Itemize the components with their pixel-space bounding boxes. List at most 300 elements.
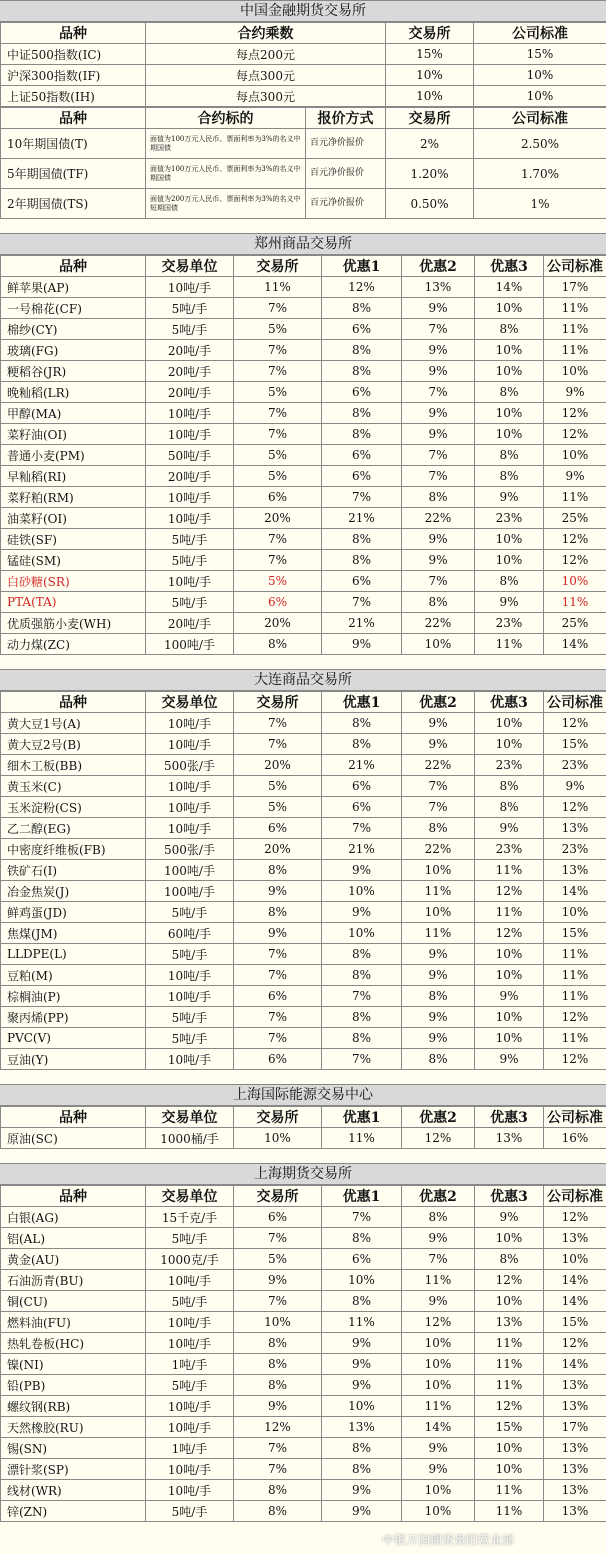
table-cell: 10吨/手 [146,571,234,592]
product-name: 5年期国债(TF) [1,159,146,189]
table-cell: 12% [544,713,606,734]
table-cell: 5吨/手 [146,1028,234,1049]
table-row [1,613,606,634]
table-row [1,797,606,818]
shfe-table [0,1185,606,1522]
section-gap [0,1070,606,1084]
product-name: 热轧卷板(HC) [1,1333,146,1354]
table-cell: 10% [402,902,475,923]
table-cell: 10% [475,298,544,319]
table-cell: 10% [474,86,606,107]
table-cell: 20% [234,613,322,634]
product-name: 中密度纤维板(FB) [1,839,146,860]
table-cell: 8% [234,902,322,923]
table-cell: 10% [322,923,402,944]
product-name: 棉纱(CY) [1,319,146,340]
table-cell: 8% [234,1333,322,1354]
table-cell: 10% [402,860,475,881]
table-cell: 12% [544,1333,606,1354]
product-name: 动力煤(ZC) [1,634,146,655]
table-cell: 10% [475,1291,544,1312]
product-name: 锌(ZN) [1,1501,146,1522]
table-cell: 5吨/手 [146,1501,234,1522]
header-cell: 交易单位 [146,256,234,277]
table-cell: 10% [402,1501,475,1522]
table-cell: 9% [234,1270,322,1291]
table-cell: 15% [544,734,606,755]
table-cell: 8% [475,571,544,592]
table-cell: 8% [475,776,544,797]
table-cell: 23% [475,755,544,776]
table-cell: 7% [402,776,475,797]
product-name: 鲜鸡蛋(JD) [1,902,146,923]
product-name: PTA(TA) [1,592,146,613]
table-cell: 23% [475,839,544,860]
table-row [1,944,606,965]
table-row [1,298,606,319]
table-cell: 10% [322,1396,402,1417]
table-cell: 13% [544,1396,606,1417]
table-cell: 9% [234,881,322,902]
table-cell: 5吨/手 [146,1375,234,1396]
table-cell: 13% [544,1438,606,1459]
header-cell: 品种 [1,23,146,44]
table-cell: 5吨/手 [146,1007,234,1028]
table-cell: 7% [234,403,322,424]
table-row [1,860,606,881]
table-cell: 15% [474,44,606,65]
ine-table [0,1106,606,1149]
table-row [1,1375,606,1396]
table-cell: 12% [544,1049,606,1070]
table-cell: 10% [475,734,544,755]
table-cell: 5吨/手 [146,298,234,319]
table-cell: 7% [234,550,322,571]
header-cell: 公司标准 [544,256,606,277]
product-name: 白砂糖(SR) [1,571,146,592]
table-row [1,1501,606,1522]
product-name: 螺纹钢(RB) [1,1396,146,1417]
table-cell: 10% [475,424,544,445]
table-cell: 6% [322,319,402,340]
table-cell: 7% [234,529,322,550]
table-cell: 11% [402,1396,475,1417]
table-row [1,550,606,571]
table-cell: 6% [322,445,402,466]
table-cell: 21% [322,613,402,634]
table-cell: 10% [475,529,544,550]
table-cell: 8% [475,797,544,818]
table-cell: 9% [402,340,475,361]
table-cell: 10% [322,1270,402,1291]
table-cell: 1000桶/手 [146,1128,234,1149]
table-cell: 100吨/手 [146,860,234,881]
table-cell: 12% [544,1207,606,1228]
table-cell: 10% [234,1312,322,1333]
table-cell: 9% [402,361,475,382]
product-name: 玻璃(FG) [1,340,146,361]
table-cell: 10% [475,1228,544,1249]
table-cell: 12% [475,1270,544,1291]
table-cell: 9% [475,487,544,508]
table-cell: 8% [475,466,544,487]
table-cell: 23% [544,755,606,776]
table-cell: 8% [322,340,402,361]
table-cell: 22% [402,508,475,529]
table-cell: 12% [402,1312,475,1333]
table-cell: 11% [544,1028,606,1049]
table-cell: 13% [544,1459,606,1480]
table-cell: 12% [234,1417,322,1438]
table-cell: 7% [234,340,322,361]
table-cell: 13% [475,1128,544,1149]
table-cell: 9% [322,1375,402,1396]
table-cell: 9% [402,965,475,986]
table-cell: 10吨/手 [146,1480,234,1501]
header-cell: 合约乘数 [146,23,386,44]
table-cell: 11% [402,1270,475,1291]
table-cell: 9% [234,1396,322,1417]
table-cell: 9% [322,1480,402,1501]
table-cell: 8% [322,298,402,319]
header-cell: 公司标准 [544,692,606,713]
table-cell: 12% [402,1128,475,1149]
table-cell: 9% [402,1228,475,1249]
table-cell: 10吨/手 [146,1333,234,1354]
table-row [1,592,606,613]
product-name: 晚籼稻(LR) [1,382,146,403]
table-cell: 10% [475,944,544,965]
table-cell: 13% [475,1312,544,1333]
section-gap [0,655,606,669]
table-row [1,466,606,487]
table-cell: 13% [544,818,606,839]
table-cell: 百元净价报价 [306,189,386,219]
table-cell: 20吨/手 [146,382,234,403]
product-name: 黄金(AU) [1,1249,146,1270]
table-cell: 10% [475,965,544,986]
table-cell: 5% [234,797,322,818]
header-row [1,692,606,713]
table-cell: 7% [234,298,322,319]
table-row [1,839,606,860]
table-cell: 8% [402,1049,475,1070]
table-cell: 6% [234,1207,322,1228]
table-cell: 10吨/手 [146,1270,234,1291]
table-cell: 5吨/手 [146,550,234,571]
product-name: 漂针浆(SP) [1,1459,146,1480]
table-cell: 8% [322,361,402,382]
table-cell: 10吨/手 [146,818,234,839]
table-row [1,1354,606,1375]
table-cell: 11% [544,319,606,340]
dce-table [0,691,606,1070]
product-name: 粳稻谷(JR) [1,361,146,382]
table-cell: 10% [475,550,544,571]
table-cell: 10% [475,1459,544,1480]
table-cell: 10% [322,881,402,902]
product-name: 聚丙烯(PP) [1,1007,146,1028]
table-cell: 9% [402,1028,475,1049]
table-cell: 10吨/手 [146,508,234,529]
table-cell: 12% [544,797,606,818]
table-cell: 10% [402,1480,475,1501]
table-cell: 7% [402,797,475,818]
table-cell: 15% [386,44,474,65]
table-cell: 6% [322,382,402,403]
header-cell: 交易所 [234,1107,322,1128]
table-cell: 9% [475,1049,544,1070]
table-cell: 500张/手 [146,755,234,776]
table-cell: 12% [322,277,402,298]
table-cell: 17% [544,1417,606,1438]
table-cell: 9% [475,592,544,613]
table-cell: 11% [544,965,606,986]
header-cell: 公司标准 [474,23,606,44]
header-cell: 交易所 [234,692,322,713]
header-cell: 品种 [1,256,146,277]
table-row [1,361,606,382]
table-cell: 7% [234,713,322,734]
table-cell: 21% [322,839,402,860]
table-cell: 9% [544,466,606,487]
table-cell: 10吨/手 [146,277,234,298]
table-cell: 9% [402,529,475,550]
product-name: 一号棉花(CF) [1,298,146,319]
table-cell: 百元净价报价 [306,129,386,159]
table-cell: 13% [402,277,475,298]
table-row [1,965,606,986]
table-cell: 8% [234,1354,322,1375]
table-cell: 11% [322,1128,402,1149]
table-cell: 7% [234,1228,322,1249]
table-row [1,571,606,592]
table-cell: 20% [234,755,322,776]
header-cell: 公司标准 [544,1107,606,1128]
table-cell: 1% [474,189,606,219]
table-row [1,734,606,755]
cffex-table-2 [0,107,606,219]
table-cell: 8% [402,818,475,839]
table-cell: 7% [402,445,475,466]
header-cell: 品种 [1,1186,146,1207]
table-cell: 10% [474,65,606,86]
table-cell: 10吨/手 [146,1312,234,1333]
table-cell: 5% [234,776,322,797]
header-cell: 优惠2 [402,1107,475,1128]
table-cell: 7% [402,1249,475,1270]
table-row [1,1049,606,1070]
table-cell: 9% [322,1354,402,1375]
table-cell: 10% [544,445,606,466]
table-cell: 7% [402,382,475,403]
table-cell: 10吨/手 [146,1396,234,1417]
table-cell: 8% [322,965,402,986]
table-cell: 10% [475,1028,544,1049]
header-cell: 优惠3 [475,256,544,277]
table-cell: 7% [402,319,475,340]
table-cell: 9% [322,634,402,655]
table-cell: 11% [544,487,606,508]
table-cell: 8% [322,550,402,571]
table-row [1,340,606,361]
table-cell: 23% [544,839,606,860]
table-cell: 10吨/手 [146,986,234,1007]
table-cell: 9% [322,1333,402,1354]
table-cell: 1吨/手 [146,1438,234,1459]
product-name: 锰硅(SM) [1,550,146,571]
table-cell: 7% [402,571,475,592]
table-cell: 13% [322,1417,402,1438]
table-row [1,1312,606,1333]
table-cell: 25% [544,613,606,634]
table-cell: 7% [402,466,475,487]
table-row [1,1249,606,1270]
product-name: 2年期国债(TS) [1,189,146,219]
table-row [1,923,606,944]
table-row [1,319,606,340]
table-cell: 13% [544,1480,606,1501]
header-cell: 优惠3 [475,1186,544,1207]
table-row [1,403,606,424]
cffex-title: 中国金融期货交易所 [0,0,606,22]
table-row [1,159,606,189]
table-cell: 7% [322,487,402,508]
table-cell: 9% [402,1459,475,1480]
table-cell: 7% [234,734,322,755]
table-cell: 8% [234,634,322,655]
table-cell: 1000克/手 [146,1249,234,1270]
product-name: 黄玉米(C) [1,776,146,797]
table-cell: 11% [475,1501,544,1522]
header-cell: 优惠2 [402,1186,475,1207]
table-cell: 7% [322,1049,402,1070]
product-name: 玉米淀粉(CS) [1,797,146,818]
table-cell: 8% [322,1228,402,1249]
product-name: 上证50指数(IH) [1,86,146,107]
table-cell: 9% [402,1007,475,1028]
table-cell: 8% [322,734,402,755]
table-cell: 10吨/手 [146,1417,234,1438]
table-cell: 10吨/手 [146,776,234,797]
table-cell: 11% [402,881,475,902]
table-cell: 7% [234,424,322,445]
header-cell: 品种 [1,108,146,129]
header-cell: 交易单位 [146,692,234,713]
table-cell: 9% [402,550,475,571]
table-row [1,445,606,466]
table-row [1,1207,606,1228]
table-cell: 60吨/手 [146,923,234,944]
table-cell: 10吨/手 [146,424,234,445]
table-cell: 每点200元 [146,44,386,65]
cffex-table-1 [0,22,606,107]
header-cell: 品种 [1,692,146,713]
table-cell: 20吨/手 [146,466,234,487]
table-cell: 25% [544,508,606,529]
table-cell: 5% [234,466,322,487]
table-cell: 22% [402,613,475,634]
table-row [1,634,606,655]
product-name: 10年期国债(T) [1,129,146,159]
table-row [1,65,606,86]
table-cell: 21% [322,508,402,529]
table-cell: 8% [402,986,475,1007]
table-cell: 20% [234,508,322,529]
table-cell: 5吨/手 [146,319,234,340]
table-row [1,1128,606,1149]
header-row [1,1107,606,1128]
table-cell: 5% [234,1249,322,1270]
zce-section [0,233,606,655]
product-name: 鲜苹果(AP) [1,277,146,298]
table-row [1,424,606,445]
table-cell: 14% [544,634,606,655]
table-cell: 15千克/手 [146,1207,234,1228]
header-row [1,1186,606,1207]
table-cell: 10% [402,1333,475,1354]
table-cell: 20吨/手 [146,340,234,361]
table-row [1,1480,606,1501]
product-name: 油菜籽(OI) [1,508,146,529]
table-cell: 每点300元 [146,65,386,86]
header-cell: 优惠1 [322,256,402,277]
table-row [1,1459,606,1480]
product-name: 菜籽油(OI) [1,424,146,445]
product-name: 线材(WR) [1,1480,146,1501]
table-cell: 11% [544,986,606,1007]
watermark: 中银万国期货贵阳营业部 [382,1533,515,1547]
table-cell: 6% [234,818,322,839]
product-name: 燃料油(FU) [1,1312,146,1333]
product-name: 白银(AG) [1,1207,146,1228]
table-cell: 5% [234,382,322,403]
table-cell: 8% [322,529,402,550]
table-cell: 9% [402,1438,475,1459]
header-cell: 交易单位 [146,1186,234,1207]
product-name: 菜籽粕(RM) [1,487,146,508]
table-cell: 7% [322,986,402,1007]
table-cell: 10% [475,403,544,424]
table-cell: 2% [386,129,474,159]
table-cell: 9% [402,298,475,319]
table-cell: 10% [544,902,606,923]
table-cell: 9% [475,818,544,839]
product-name: LLDPE(L) [1,944,146,965]
table-row [1,713,606,734]
table-cell: 13% [544,1501,606,1522]
table-cell: 21% [322,755,402,776]
table-cell: 7% [322,818,402,839]
header-cell: 优惠1 [322,1186,402,1207]
header-cell: 品种 [1,1107,146,1128]
table-cell: 5% [234,571,322,592]
table-row [1,1291,606,1312]
table-cell: 12% [544,550,606,571]
table-cell: 9% [322,902,402,923]
table-cell: 22% [402,755,475,776]
table-row [1,44,606,65]
table-cell: 10% [475,1007,544,1028]
table-cell: 5吨/手 [146,592,234,613]
table-cell: 6% [322,797,402,818]
table-cell: 20吨/手 [146,613,234,634]
product-name: 原油(SC) [1,1128,146,1149]
dce-section [0,669,606,1070]
table-cell: 8% [322,1291,402,1312]
table-cell: 11% [402,923,475,944]
product-name: 乙二醇(EG) [1,818,146,839]
